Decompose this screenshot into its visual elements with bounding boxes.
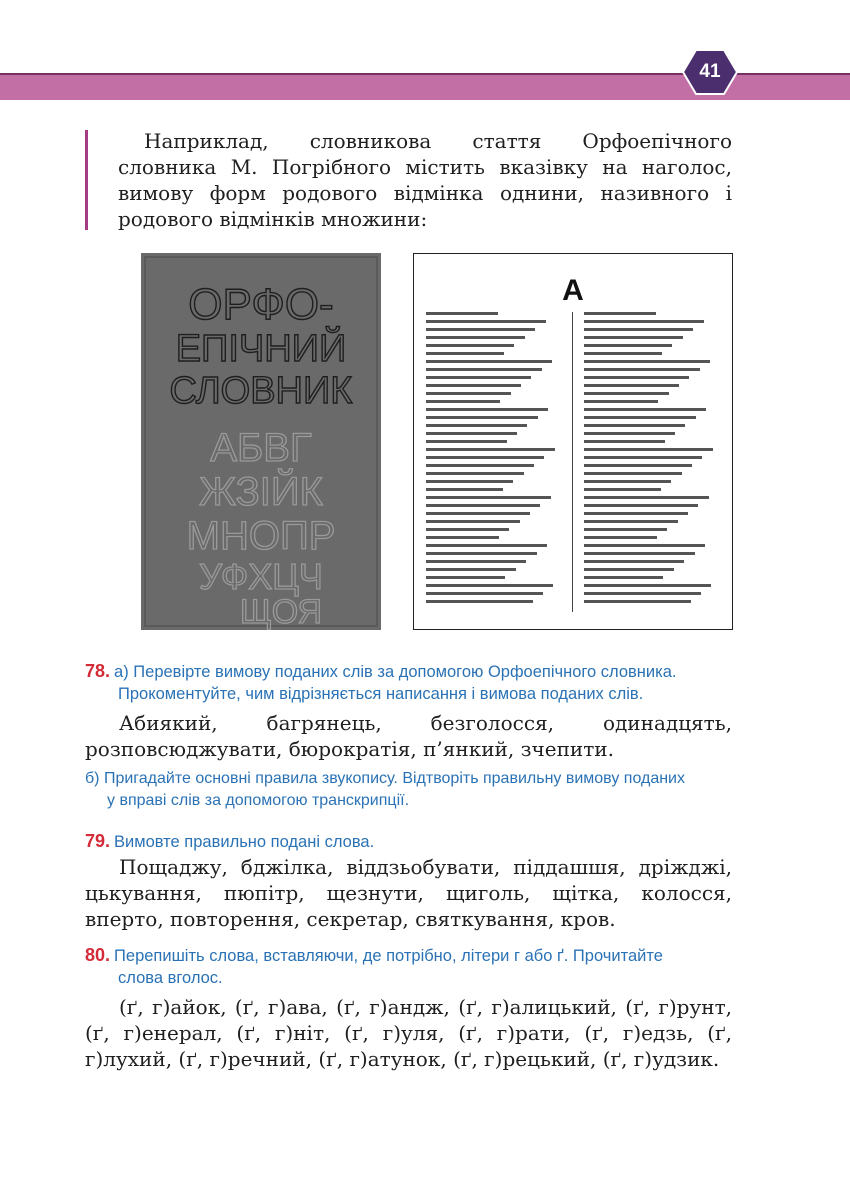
dictionary-text-line [584, 472, 682, 475]
dictionary-text-line [584, 376, 689, 379]
task-number: 80. [85, 945, 111, 965]
cover-alphabet-line-1: АБВГ [210, 426, 312, 470]
dictionary-text-line [584, 352, 662, 355]
task-78-prompt-a: а) Перевірте вимову поданих слів за допомогою Орфоепічного словника. [114, 663, 677, 681]
dictionary-text-line [584, 584, 711, 587]
dictionary-text-line [426, 592, 543, 595]
dictionary-text-line [426, 496, 551, 499]
dictionary-text-line [426, 328, 535, 331]
dictionary-text-line [426, 512, 530, 515]
dictionary-text-line [584, 592, 701, 595]
dictionary-text-line [426, 392, 511, 395]
dictionary-text-line [426, 488, 503, 491]
dictionary-column-right [584, 312, 714, 608]
dictionary-column-left [426, 312, 556, 608]
task-number: 79. [85, 831, 111, 851]
task-78-words: Абиякий, багрянець, безголосся, одинадцять, розповсюджувати, бюрократія, п’янкий, зчепити. [85, 711, 732, 761]
dictionary-text-line [584, 456, 702, 459]
dictionary-text-line [426, 464, 534, 467]
dictionary-text-line [584, 344, 672, 347]
dictionary-text-line [426, 320, 546, 323]
dictionary-text-line [426, 312, 498, 315]
task-78-prompt [85, 660, 676, 705]
dictionary-text-line [426, 424, 527, 427]
task-78-prompt-b-line: б) Пригадайте основні правила звукопису. Відтворіть правильну вимову поданих [85, 770, 685, 787]
dictionary-text-line [584, 320, 704, 323]
dictionary-text-line [584, 600, 691, 603]
dictionary-text-line [426, 520, 520, 523]
dictionary-text-line [426, 408, 548, 411]
task-80-prompt-cont: слова вголос. [118, 969, 223, 987]
cover-alphabet-line-3: МНОПР [186, 514, 336, 558]
intro-paragraph: Наприклад, словникова стаття Орфоепічного словника М. Погрібного містить вказівку на наголос, вимову форм родового відмінка однини, називного і родового відмінків множини: [118, 129, 732, 231]
dictionary-text-line [426, 584, 553, 587]
dictionary-text-line [584, 336, 683, 339]
cover-alphabet-line-5: ЩОЯ [239, 593, 323, 630]
dictionary-text-line [584, 496, 709, 499]
dictionary-text-line [584, 416, 696, 419]
dictionary-text-line [584, 488, 661, 491]
cover-title-line-2: ЕПІЧНИЙ [175, 328, 347, 370]
dictionary-text-line [426, 600, 533, 603]
page-number: 41 [699, 61, 721, 82]
dictionary-text-line [426, 576, 505, 579]
dictionary-text-line [584, 544, 705, 547]
dictionary-text-line [426, 440, 507, 443]
dictionary-text-line [426, 360, 552, 363]
dictionary-text-line [426, 352, 504, 355]
cover-artwork [141, 253, 381, 630]
dictionary-text-line [584, 360, 710, 363]
dictionary-text-line [584, 432, 675, 435]
dictionary-column-divider [572, 312, 573, 612]
dictionary-text-line [426, 344, 514, 347]
dictionary-text-line [426, 376, 531, 379]
dictionary-text-line [584, 520, 678, 523]
cover-title-line-3: СЛОВНИК [169, 370, 353, 412]
dictionary-text-line [584, 312, 656, 315]
task-78-prompt-b-cont: у вправі слів за допомогою транскрипції. [107, 792, 410, 809]
dictionary-text-line [584, 384, 679, 387]
dictionary-text-line [426, 416, 538, 419]
dictionary-text-line [584, 504, 698, 507]
task-80-prompt-text: Перепишіть слова, вставляючи, де потрібно, літери г або ґ. Прочитайте [114, 947, 663, 965]
dictionary-text-line [584, 576, 663, 579]
dictionary-text-line [584, 392, 669, 395]
dictionary-text-line [426, 368, 542, 371]
task-80-prompt [85, 944, 732, 989]
task-79-prompt [85, 830, 374, 853]
dictionary-text-line [426, 536, 499, 539]
dictionary-text-line [426, 400, 500, 403]
dictionary-text-line [426, 528, 509, 531]
task-79-words: Пощаджу, бджілка, віддзьобувати, піддашшя, дріжджі, цькування, пюпітр, щезнути, щиголь, щітка, колосся, вперто, повторення, секретар, святкування, кров. [85, 855, 732, 931]
dictionary-letter-heading: А [562, 274, 584, 307]
dictionary-text-line [584, 464, 692, 467]
cover-title-line-1: ОРФО- [188, 280, 334, 329]
dictionary-text-line [426, 552, 537, 555]
dictionary-text-line [426, 448, 555, 451]
dictionary-text-line [584, 568, 674, 571]
dictionary-text-line [426, 432, 517, 435]
dictionary-text-line [584, 552, 695, 555]
task-79-prompt-text: Вимовте правильно подані слова. [114, 833, 375, 851]
dictionary-text-line [426, 560, 526, 563]
dictionary-cover-image [141, 253, 381, 630]
cover-alphabet-line-2: ЖЗІЙК [199, 470, 323, 514]
dictionary-text-line [426, 472, 524, 475]
dictionary-text-line [426, 504, 540, 507]
dictionary-text-line [584, 424, 685, 427]
dictionary-text-line [584, 400, 658, 403]
task-number: 78. [85, 661, 111, 681]
dictionary-text-line [426, 568, 516, 571]
dictionary-text-line [584, 448, 713, 451]
dictionary-text-line [426, 384, 521, 387]
margin-accent-bar [85, 130, 88, 230]
task-80-words: (ґ, г)айок, (ґ, г)ава, (ґ, г)андж, (ґ, г)алицький, (ґ, г)рунт, (ґ, г)енерал, (ґ, г)ніт, (ґ, г)уля, (ґ, г)рати, (ґ, г)едзь, (ґ, г)лухий, (ґ, г)речний, (ґ, г)атунок, (ґ, г)рецький, (ґ, г)удзик. [85, 995, 732, 1071]
dictionary-text-line [426, 480, 513, 483]
dictionary-page-image [413, 253, 733, 630]
dictionary-text-line [584, 536, 657, 539]
dictionary-text-line [584, 480, 671, 483]
dictionary-text-line [584, 560, 684, 563]
dictionary-text-line [584, 440, 665, 443]
dictionary-text-line [584, 408, 706, 411]
cover-alphabet-line-4: УФХЦЧ [199, 556, 323, 597]
dictionary-text-line [426, 456, 544, 459]
dictionary-text-line [426, 544, 547, 547]
task-78-prompt-a-cont: Прокоментуйте, чим відрізняється написання і вимова поданих слів. [118, 685, 644, 703]
dictionary-text-line [584, 528, 667, 531]
dictionary-text-line [426, 336, 525, 339]
dictionary-text-line [584, 368, 700, 371]
task-78-prompt-b [85, 768, 685, 812]
dictionary-text-line [584, 328, 693, 331]
dictionary-text-line [584, 512, 688, 515]
